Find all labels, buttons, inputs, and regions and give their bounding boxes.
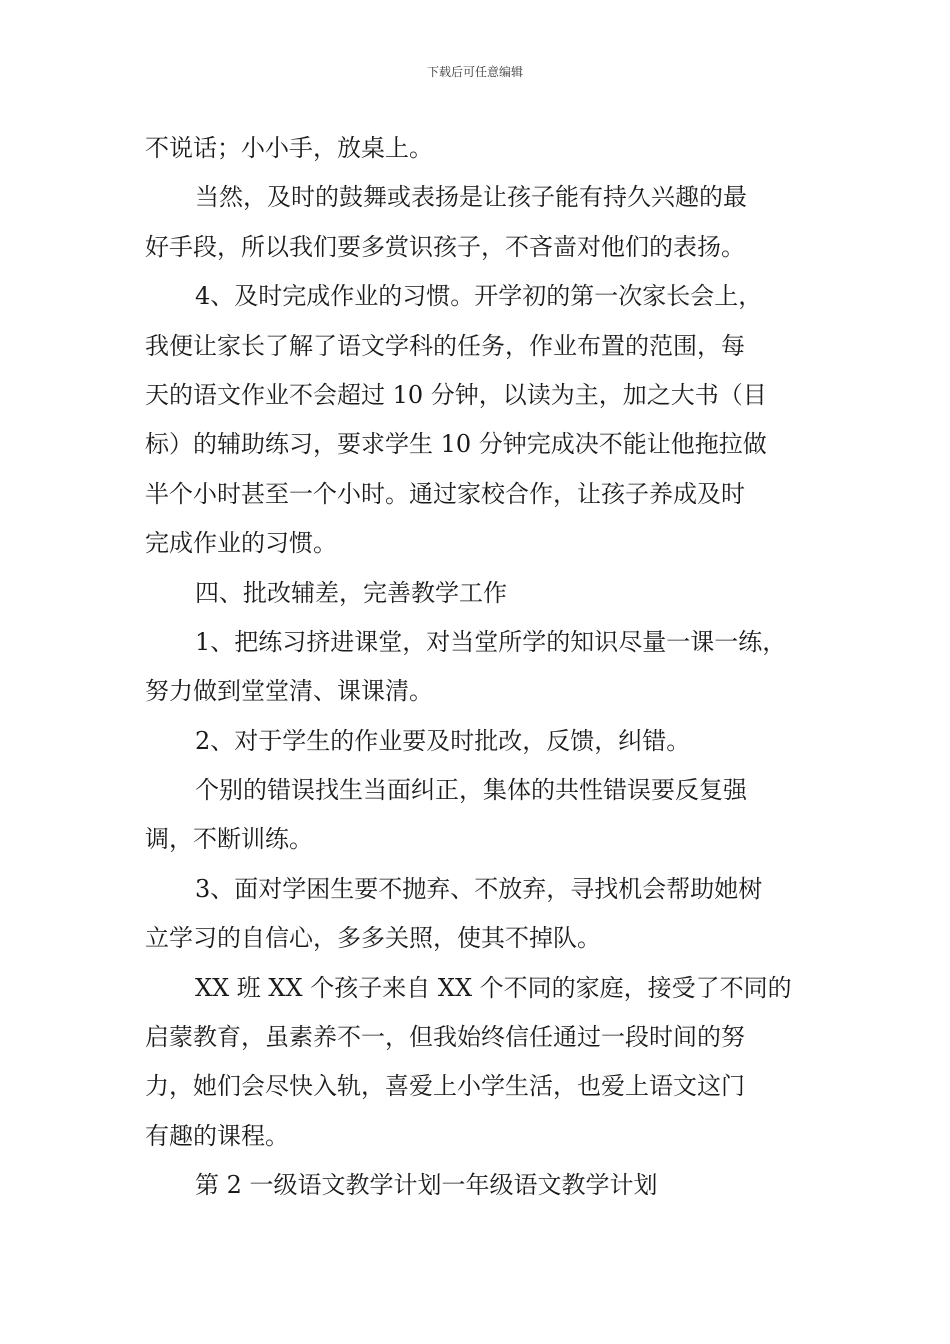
text-line: 完成作业的习惯。	[145, 529, 337, 558]
text-line: 我便让家长了解了语文学科的任务，作业布置的范围，每	[145, 331, 745, 360]
text-line: 努力做到堂堂清、课课清。	[145, 677, 433, 706]
document-title-line: 第 2 一级语文教学计划一年级语文教学计划	[195, 1171, 658, 1200]
text-line: 2、对于学生的作业要及时批改，反馈，纠错。	[195, 726, 691, 755]
text-line: 1、把练习挤进课堂，对当堂所学的知识尽量一课一练，	[195, 627, 787, 656]
section-heading: 四、批改辅差，完善教学工作	[195, 578, 507, 607]
text-line: 半个小时甚至一个小时。通过家校合作，让孩子养成及时	[145, 479, 745, 508]
text-line: 标）的辅助练习，要求学生 10 分钟完成决不能让他拖拉做	[145, 430, 767, 459]
text-line: XX 班 XX 个孩子来自 XX 个不同的家庭，接受了不同的	[195, 973, 792, 1002]
text-line: 力，她们会尽快入轨，喜爱上小学生活，也爱上语文这门	[145, 1072, 745, 1101]
text-line: 天的语文作业不会超过 10 分钟，以读为主，加之大书（目	[145, 380, 767, 409]
text-line: 好手段，所以我们要多赏识孩子，不吝啬对他们的表扬。	[145, 232, 745, 261]
text-line: 启蒙教育，虽素养不一，但我始终信任通过一段时间的努	[145, 1023, 745, 1052]
page-header: 下载后可任意编辑	[426, 65, 523, 79]
text-line: 3、面对学困生要不抛弃、不放弃，寻找机会帮助她树	[195, 874, 763, 903]
text-line: 调，不断训练。	[145, 825, 313, 854]
document-body	[145, 124, 835, 1211]
text-line: 有趣的课程。	[145, 1121, 289, 1150]
text-line: 当然，及时的鼓舞或表扬是让孩子能有持久兴趣的最	[195, 183, 747, 212]
text-line: 不说话；小小手，放桌上。	[145, 134, 433, 162]
text-line: 个别的错误找生当面纠正，集体的共性错误要反复强	[195, 776, 747, 805]
text-line: 4、及时完成作业的习惯。开学初的第一次家长会上，	[195, 282, 763, 311]
text-line: 立学习的自信心，多多关照，使其不掉队。	[145, 924, 601, 953]
